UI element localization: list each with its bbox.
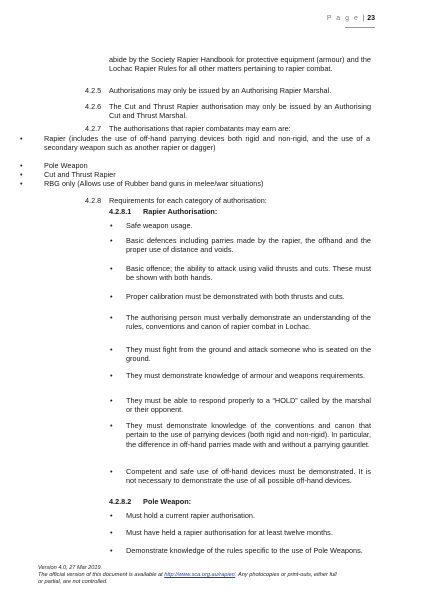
page-separator: | [362,15,365,22]
section-text: The authorisations that rapier combatants may earn are: [109,124,291,133]
subsection-title: Rapier Authorisation: [143,207,218,216]
bullet-icon: • [110,546,113,555]
bullet-icon: • [110,264,113,273]
document-page: P a g e | 23 abide by the Society Rapier Handbook for protective equipment (armour) and the Lochac Rapier Rules for all other matters pertaining to rapier combat. 4.2.5 Authorisations may only be issued by an Authorising Rapier Marshal. 4.2.6 The Cut and Thrust Rapier authorisation may only be issued by an Authorising Cut and Thrust Marshal. 4.2.7 The authorisations that rapier combatants may earn are: • Rapier (includes the use of off-hand parrying devices both rigid and non-rigid, and the use of a secondary weapon such as another rapier or dagger) • Pole Weapon • Cut and Thrust Rapier • RBG only (Allows use of Rubber band guns in melee/war situations) 4.2.8 Requirements for each category of authorisation: 4.2.8.1 Rapier Authorisation: • Safe weapon usage. • Basic defences including parries made by the rapier, the offhand and the proper use of distance and voids. • Basic offence; the ability to attack using valid thrusts and cuts. These must be shown with both hands. • Proper calibration must be demonstrated with both thrusts and cuts. • The authorising person must verbally demonstrate an understanding of the rules, conventions and canon of rapier combat in Lochac. • They must fight from the ground and attack someone who is seated on the ground. • They must demonstrate knowledge of armour and weapons requirements. • They must be able to respond properly to a “HOLD” called by the marshal or their opponent. • They must demonstrate knowledge of the conventions and canon that pertain to the use of parrying devices (both rigid and non-rigid). In particular, the difference in off-hand parries made with and without a parrying gauntlet. • Competent and safe use of off-hand devices must be demonstrated. It is not necessary to demonstrate the use of all possible off-hand devices. 4.2.8.2 Pole Weapon: • Must hold a current rapier authorisation. • Must have held a rapier authorisation for at least twelve months. • Demonstrate knowledge of the rules specific to the use of Pole Weapons. Version 4.0, 27 Mar 2019. The official version of this document is available at http://www.sca.org.au/rapier/. Any photocopies or print-outs, either full or partial, are not controlled. [20,15,375,585]
bullet-icon: • [110,511,113,520]
bullet-icon: • [110,345,113,354]
page-number: 23 [367,15,375,22]
subsection-title: Pole Weapon: [143,497,192,506]
bullet-icon: • [110,396,113,405]
bullet-icon: • [110,236,113,245]
version-note: Version 4.0, 27 Mar 2019. [38,565,103,571]
intro-paragraph: abide by the Society Rapier Handbook for protective equipment (armour) and the Lochac Rapier Rules for all other matters pertaining to rapier combat. [109,55,371,74]
bullet-icon: • [110,421,113,430]
section-number: 4.2.6 [85,102,102,111]
bullet-icon: • [110,467,113,476]
official-note: The official version of this document is available at http://www.sca.org.au/rapier/. Any photocopies or print-outs, either full or partial, are not controlled. [38,572,337,585]
section-text: Authorisations may only be issued by an Authorising Rapier Marshal. [109,86,332,95]
section-text: Requirements for each category of authorisation: [109,196,267,205]
section-text: The Cut and Thrust Rapier authorisation may only be issued by an Authorising Cut and Thrust Marshal. [109,102,371,121]
official-link[interactable]: http://www.sca.org.au/rapier/ [164,572,236,578]
bullet-icon: • [110,528,113,537]
header-rule [345,27,375,28]
section-number: 4.2.7 [85,124,102,133]
section-number: 4.2.8 [85,196,102,205]
bullet-icon: • [110,292,113,301]
page-header [327,15,375,22]
subsection-number: 4.2.8.2 [109,497,132,506]
bullet-icon: • [110,313,113,322]
bullet-icon: • [20,161,23,170]
subsection-number: 4.2.8.1 [109,207,132,216]
bullet-icon: • [110,221,113,230]
bullet-icon: • [20,179,23,188]
page-label: P a g e [326,15,360,22]
bullet-icon: • [110,371,113,380]
page-footer [38,565,338,586]
section-number: 4.2.5 [85,86,102,95]
bullet-icon: • [20,170,23,179]
bullet-icon: • [20,134,23,143]
